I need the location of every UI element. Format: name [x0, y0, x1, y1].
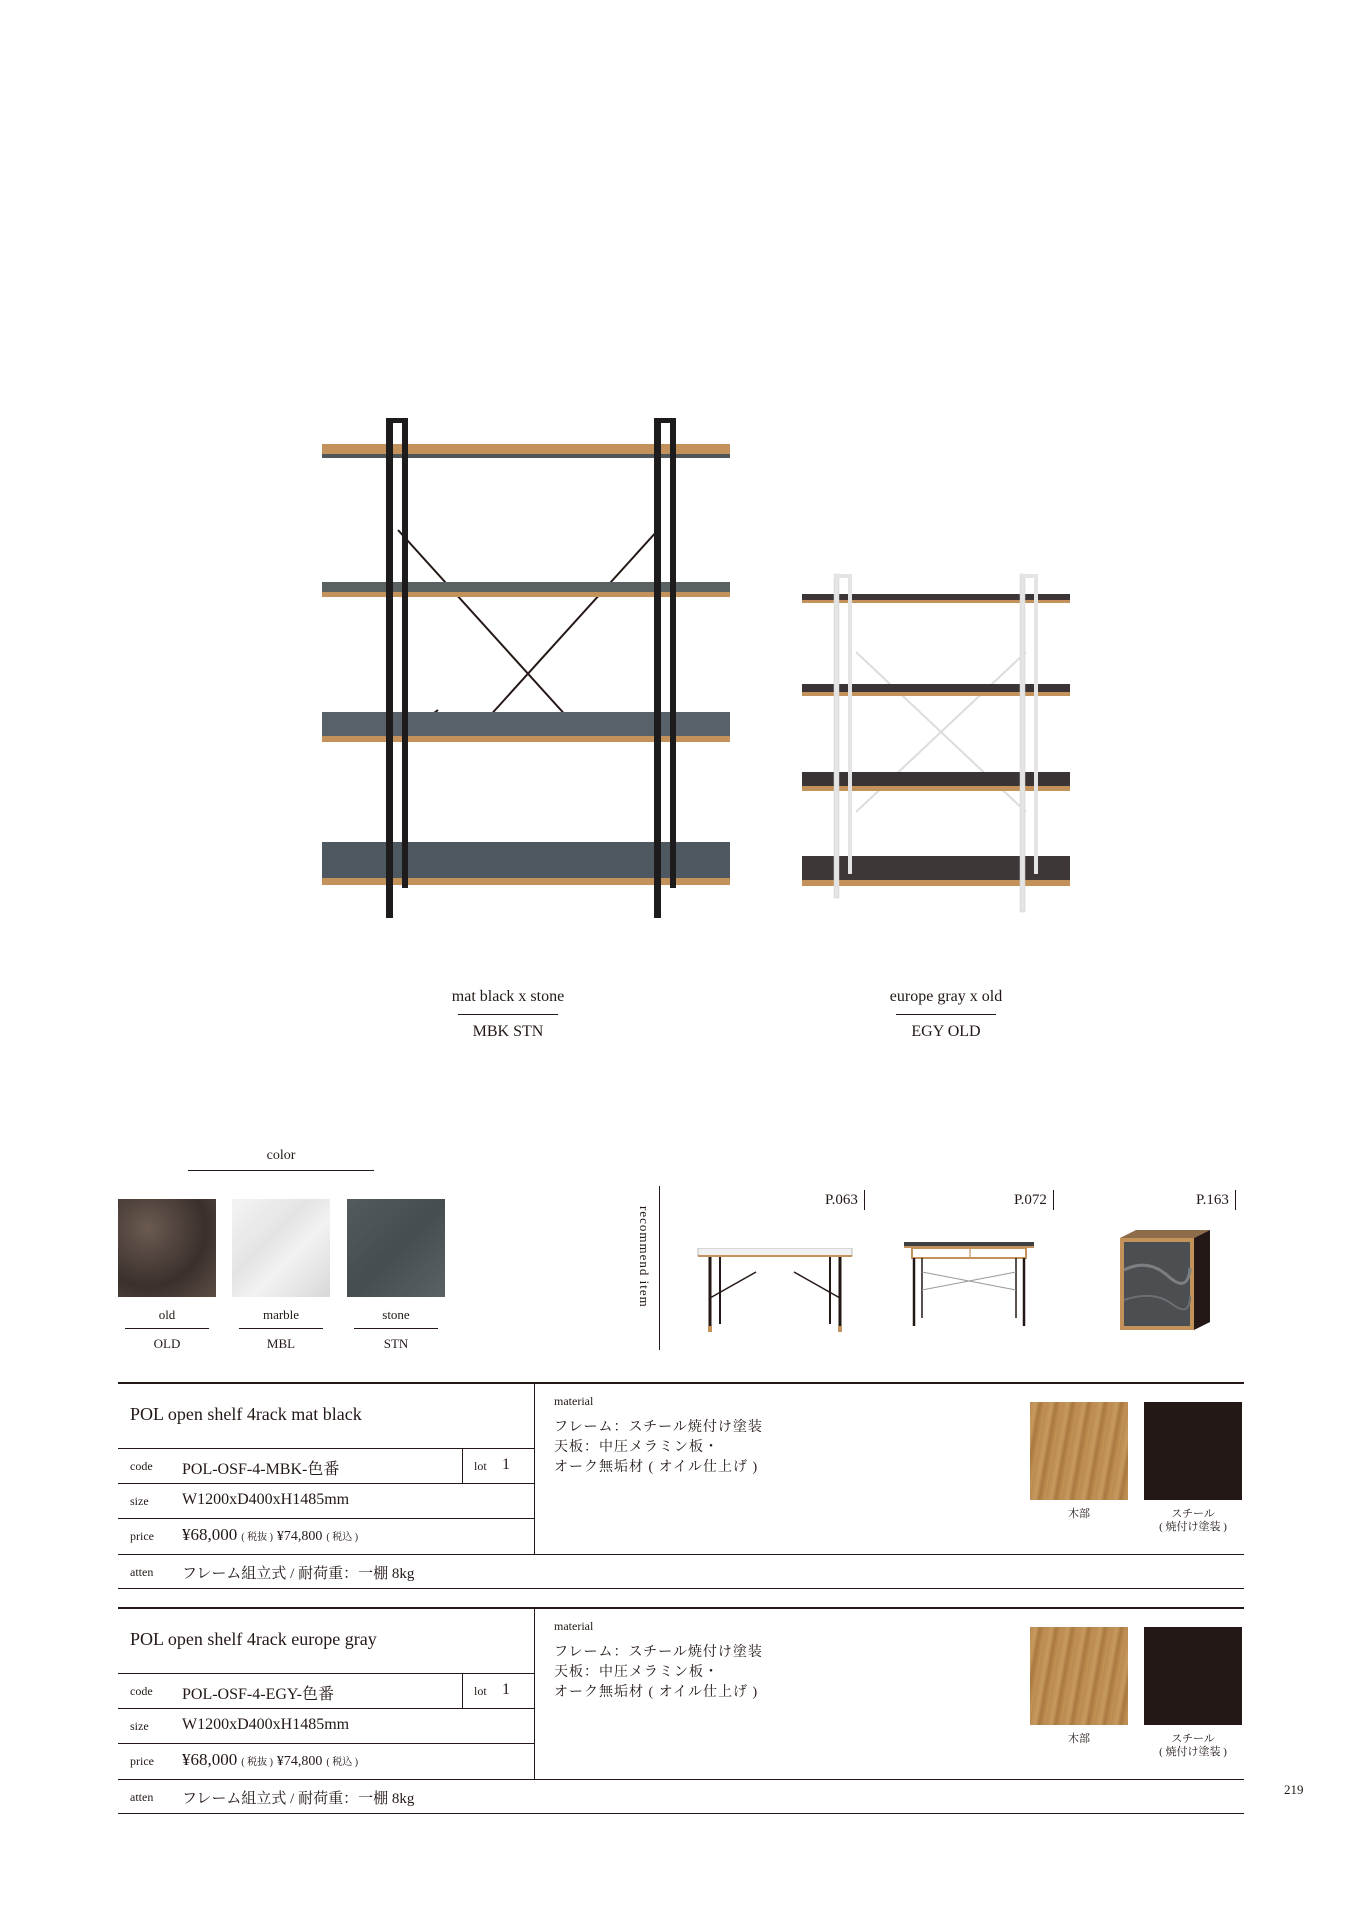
price-incl-note: ( 税込 ) — [326, 1532, 359, 1543]
material-chip-steel — [1144, 1402, 1242, 1500]
recommend-item-cube-box[interactable] — [1118, 1230, 1212, 1330]
spec-top-rule — [118, 1607, 1244, 1609]
size-value: W1200xD400xH1485mm — [182, 1716, 350, 1733]
page-number: 219 — [1284, 1782, 1304, 1797]
price-excl-note: ( 税抜 ) — [241, 1532, 273, 1543]
material-chip-steel — [1144, 1627, 1242, 1725]
recommend-item-marble-table[interactable] — [696, 1248, 854, 1334]
color-label-marble: marble MBL — [239, 1307, 323, 1352]
recommend-page-3: P.163 — [1196, 1190, 1236, 1210]
spec-rule — [118, 1483, 534, 1484]
variant-code: MBK STN — [472, 1023, 544, 1040]
material-line-3: オーク無垢材 ( オイル仕上げ ) — [554, 1460, 759, 1475]
spec-rule — [118, 1554, 1244, 1555]
price-incl: ¥74,800 — [276, 1529, 323, 1544]
variant-label-2 — [836, 988, 1056, 1041]
shelf-frame-white — [798, 572, 1074, 920]
material-chip-wood — [1030, 1402, 1128, 1500]
size-label: size — [130, 1494, 149, 1508]
shelf-frame-black — [318, 410, 734, 922]
price-incl-note: ( 税込 ) — [326, 1757, 359, 1768]
spec-rule — [118, 1673, 534, 1674]
color-swatch-stone — [347, 1199, 445, 1297]
recommend-page-2: P.072 — [1014, 1190, 1054, 1210]
spec-top-rule — [118, 1382, 1244, 1384]
material-chip-wood-label: 木部 — [1068, 1508, 1090, 1520]
recommend-title: recommend item — [637, 1206, 652, 1308]
material-line-3: オーク無垢材 ( オイル仕上げ ) — [554, 1685, 759, 1700]
price-incl: ¥74,800 — [276, 1754, 323, 1769]
price-excl: ¥68,000 — [182, 1525, 238, 1544]
material-chip-wood — [1030, 1627, 1128, 1725]
code-value: POL-OSF-4-MBK-色番 — [182, 1461, 340, 1478]
shelf-image-mat-black-stone — [318, 410, 734, 922]
material-line-1: フレーム：スチール焼付け塗装 — [554, 1420, 763, 1435]
spec-rule — [534, 1384, 535, 1554]
material-line-2: 天板：中圧メラミン板・ — [554, 1440, 719, 1455]
price-excl-note: ( 税抜 ) — [241, 1757, 273, 1768]
spec-rule — [462, 1673, 463, 1708]
spec-title: POL open shelf 4rack mat black — [130, 1404, 362, 1424]
spec-table-mat-black — [118, 1382, 1244, 1590]
lot-value: 1 — [502, 1681, 510, 1698]
atten-value: フレーム組立式 / 耐荷重：一棚 8kg — [182, 1566, 415, 1582]
variant-name: europe gray x old — [896, 988, 996, 1015]
spec-rule — [118, 1518, 534, 1519]
color-title: color — [188, 1148, 374, 1171]
atten-label: atten — [130, 1790, 154, 1804]
spec-rule — [118, 1743, 534, 1744]
recommend-page-1: P.063 — [825, 1190, 865, 1210]
recommend-divider — [659, 1186, 660, 1350]
spec-rule — [462, 1448, 463, 1483]
size-value: W1200xD400xH1485mm — [182, 1491, 350, 1508]
color-label-old: old OLD — [125, 1307, 209, 1352]
variant-label-1 — [398, 988, 618, 1041]
variant-name: mat black x stone — [458, 988, 558, 1015]
color-swatch-marble — [232, 1199, 330, 1297]
spec-title: POL open shelf 4rack europe gray — [130, 1629, 377, 1649]
code-value: POL-OSF-4-EGY-色番 — [182, 1686, 335, 1703]
price-label: price — [130, 1754, 154, 1768]
price-label: price — [130, 1529, 154, 1543]
size-label: size — [130, 1719, 149, 1733]
lot-label: lot — [474, 1459, 487, 1473]
code-label: code — [130, 1459, 153, 1473]
material-chip-steel-label: スチール ( 焼付け塗装 ) — [1159, 1508, 1227, 1533]
price-value — [182, 1750, 358, 1770]
spec-rule — [118, 1708, 534, 1709]
shelf-image-europe-gray-old — [798, 572, 1074, 920]
lot-label: lot — [474, 1684, 487, 1698]
material-label: material — [554, 1619, 594, 1633]
recommend-item-desk[interactable] — [902, 1242, 1036, 1328]
material-label: material — [554, 1394, 594, 1408]
color-swatch-old — [118, 1199, 216, 1297]
price-excl: ¥68,000 — [182, 1750, 238, 1769]
lot-value: 1 — [502, 1456, 510, 1473]
price-value — [182, 1525, 358, 1545]
atten-value: フレーム組立式 / 耐荷重：一棚 8kg — [182, 1791, 415, 1807]
spec-table-europe-gray — [118, 1607, 1244, 1815]
variant-code: EGY OLD — [911, 1023, 981, 1040]
material-chip-steel-label: スチール ( 焼付け塗装 ) — [1159, 1733, 1227, 1758]
material-line-1: フレーム：スチール焼付け塗装 — [554, 1645, 763, 1660]
spec-rule — [118, 1779, 1244, 1780]
code-label: code — [130, 1684, 153, 1698]
spec-rule — [534, 1609, 535, 1779]
spec-rule — [118, 1588, 1244, 1589]
color-label-stone: stone STN — [354, 1307, 438, 1352]
spec-rule — [118, 1448, 534, 1449]
material-chip-wood-label: 木部 — [1068, 1733, 1090, 1745]
material-line-2: 天板：中圧メラミン板・ — [554, 1665, 719, 1680]
spec-rule — [118, 1813, 1244, 1814]
atten-label: atten — [130, 1565, 154, 1579]
